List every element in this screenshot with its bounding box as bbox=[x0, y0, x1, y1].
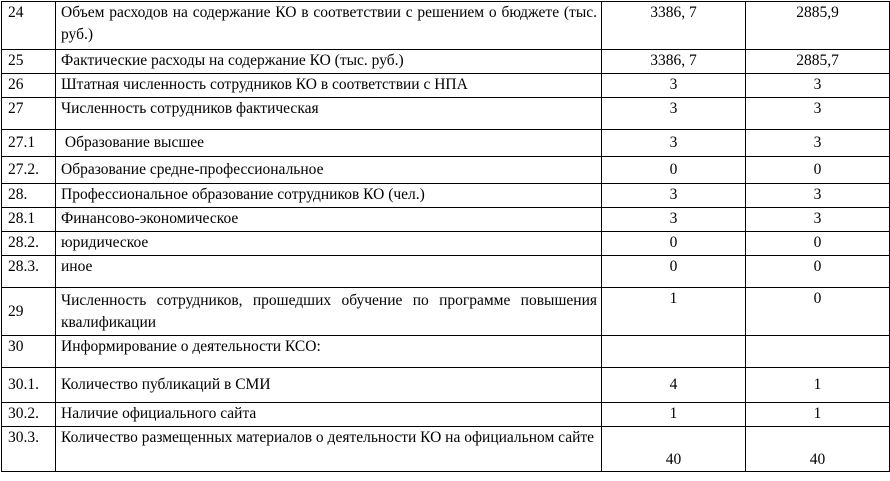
row-value-1 bbox=[602, 336, 746, 368]
row-value-1: 1 bbox=[602, 403, 746, 427]
table-row bbox=[2, 74, 890, 98]
row-description: иное bbox=[56, 256, 602, 288]
table-row bbox=[2, 368, 890, 403]
row-value-2: 3 bbox=[746, 74, 890, 98]
row-value-1: 40 bbox=[602, 427, 746, 472]
table-row bbox=[2, 2, 890, 50]
row-value-2: 0 bbox=[746, 232, 890, 256]
row-number: 30.3. bbox=[2, 427, 56, 472]
row-description: Фактические расходы на содержание КО (тыс. руб.) bbox=[56, 50, 602, 74]
table-row bbox=[2, 50, 890, 74]
row-value-2: 1 bbox=[746, 368, 890, 403]
row-value-2: 3 bbox=[746, 98, 890, 130]
row-description: юридическое bbox=[56, 232, 602, 256]
row-description: Количество размещенных материалов о деятельности КО на официальном сайте bbox=[56, 427, 602, 472]
row-number: 24 bbox=[2, 2, 56, 50]
row-value-1: 1 bbox=[602, 288, 746, 336]
row-description: Численность сотрудников фактическая bbox=[56, 98, 602, 130]
row-number: 28.2. bbox=[2, 232, 56, 256]
row-number: 30 bbox=[2, 336, 56, 368]
row-value-1: 0 bbox=[602, 256, 746, 288]
row-number: 28. bbox=[2, 184, 56, 208]
table-row bbox=[2, 336, 890, 368]
row-number: 28.3. bbox=[2, 256, 56, 288]
table-row bbox=[2, 157, 890, 184]
row-value-1: 0 bbox=[602, 232, 746, 256]
row-value-2 bbox=[746, 336, 890, 368]
row-value-1: 3386, 7 bbox=[602, 2, 746, 50]
table-row bbox=[2, 427, 890, 472]
row-number: 27.2. bbox=[2, 157, 56, 184]
row-value-2: 2885,7 bbox=[746, 50, 890, 74]
table-row bbox=[2, 208, 890, 232]
row-value-2: 0 bbox=[746, 157, 890, 184]
row-description: Образование высшее bbox=[56, 130, 602, 157]
row-number: 26 bbox=[2, 74, 56, 98]
row-value-1: 3 bbox=[602, 98, 746, 130]
row-description: Образование средне-профессиональное bbox=[56, 157, 602, 184]
row-description: Количество публикаций в СМИ bbox=[56, 368, 602, 403]
table-row bbox=[2, 184, 890, 208]
row-value-1: 3 bbox=[602, 184, 746, 208]
row-description: Профессиональное образование сотрудников КО (чел.) bbox=[56, 184, 602, 208]
row-number: 29 bbox=[2, 288, 56, 336]
row-value-2: 1 bbox=[746, 403, 890, 427]
row-description: Наличие официального сайта bbox=[56, 403, 602, 427]
row-value-2: 3 bbox=[746, 130, 890, 157]
row-value-2: 2885,9 bbox=[746, 2, 890, 50]
row-value-2: 40 bbox=[746, 427, 890, 472]
row-value-1: 4 bbox=[602, 368, 746, 403]
row-value-1: 3 bbox=[602, 130, 746, 157]
table-row bbox=[2, 130, 890, 157]
table-row bbox=[2, 98, 890, 130]
row-description: Информирование о деятельности КСО: bbox=[56, 336, 602, 368]
row-value-2: 0 bbox=[746, 288, 890, 336]
table-row bbox=[2, 288, 890, 336]
row-description: Объем расходов на содержание КО в соответствии с решением о бюджете (тыс. руб.) bbox=[56, 2, 602, 50]
row-description: Численность сотрудников, прошедших обучение по программе повышения квалификации bbox=[56, 288, 602, 336]
report-table bbox=[1, 1, 890, 472]
row-value-2: 3 bbox=[746, 208, 890, 232]
row-value-2: 3 bbox=[746, 184, 890, 208]
row-value-2: 0 bbox=[746, 256, 890, 288]
row-number: 27 bbox=[2, 98, 56, 130]
table-row bbox=[2, 403, 890, 427]
row-number: 30.2. bbox=[2, 403, 56, 427]
table-row bbox=[2, 256, 890, 288]
table-row bbox=[2, 232, 890, 256]
row-number: 27.1 bbox=[2, 130, 56, 157]
row-number: 25 bbox=[2, 50, 56, 74]
row-value-1: 0 bbox=[602, 157, 746, 184]
row-value-1: 3 bbox=[602, 74, 746, 98]
row-value-1: 3 bbox=[602, 208, 746, 232]
row-number: 28.1 bbox=[2, 208, 56, 232]
row-description: Финансово-экономическое bbox=[56, 208, 602, 232]
row-description: Штатная численность сотрудников КО в соответствии с НПА bbox=[56, 74, 602, 98]
row-value-1: 3386, 7 bbox=[602, 50, 746, 74]
row-number: 30.1. bbox=[2, 368, 56, 403]
